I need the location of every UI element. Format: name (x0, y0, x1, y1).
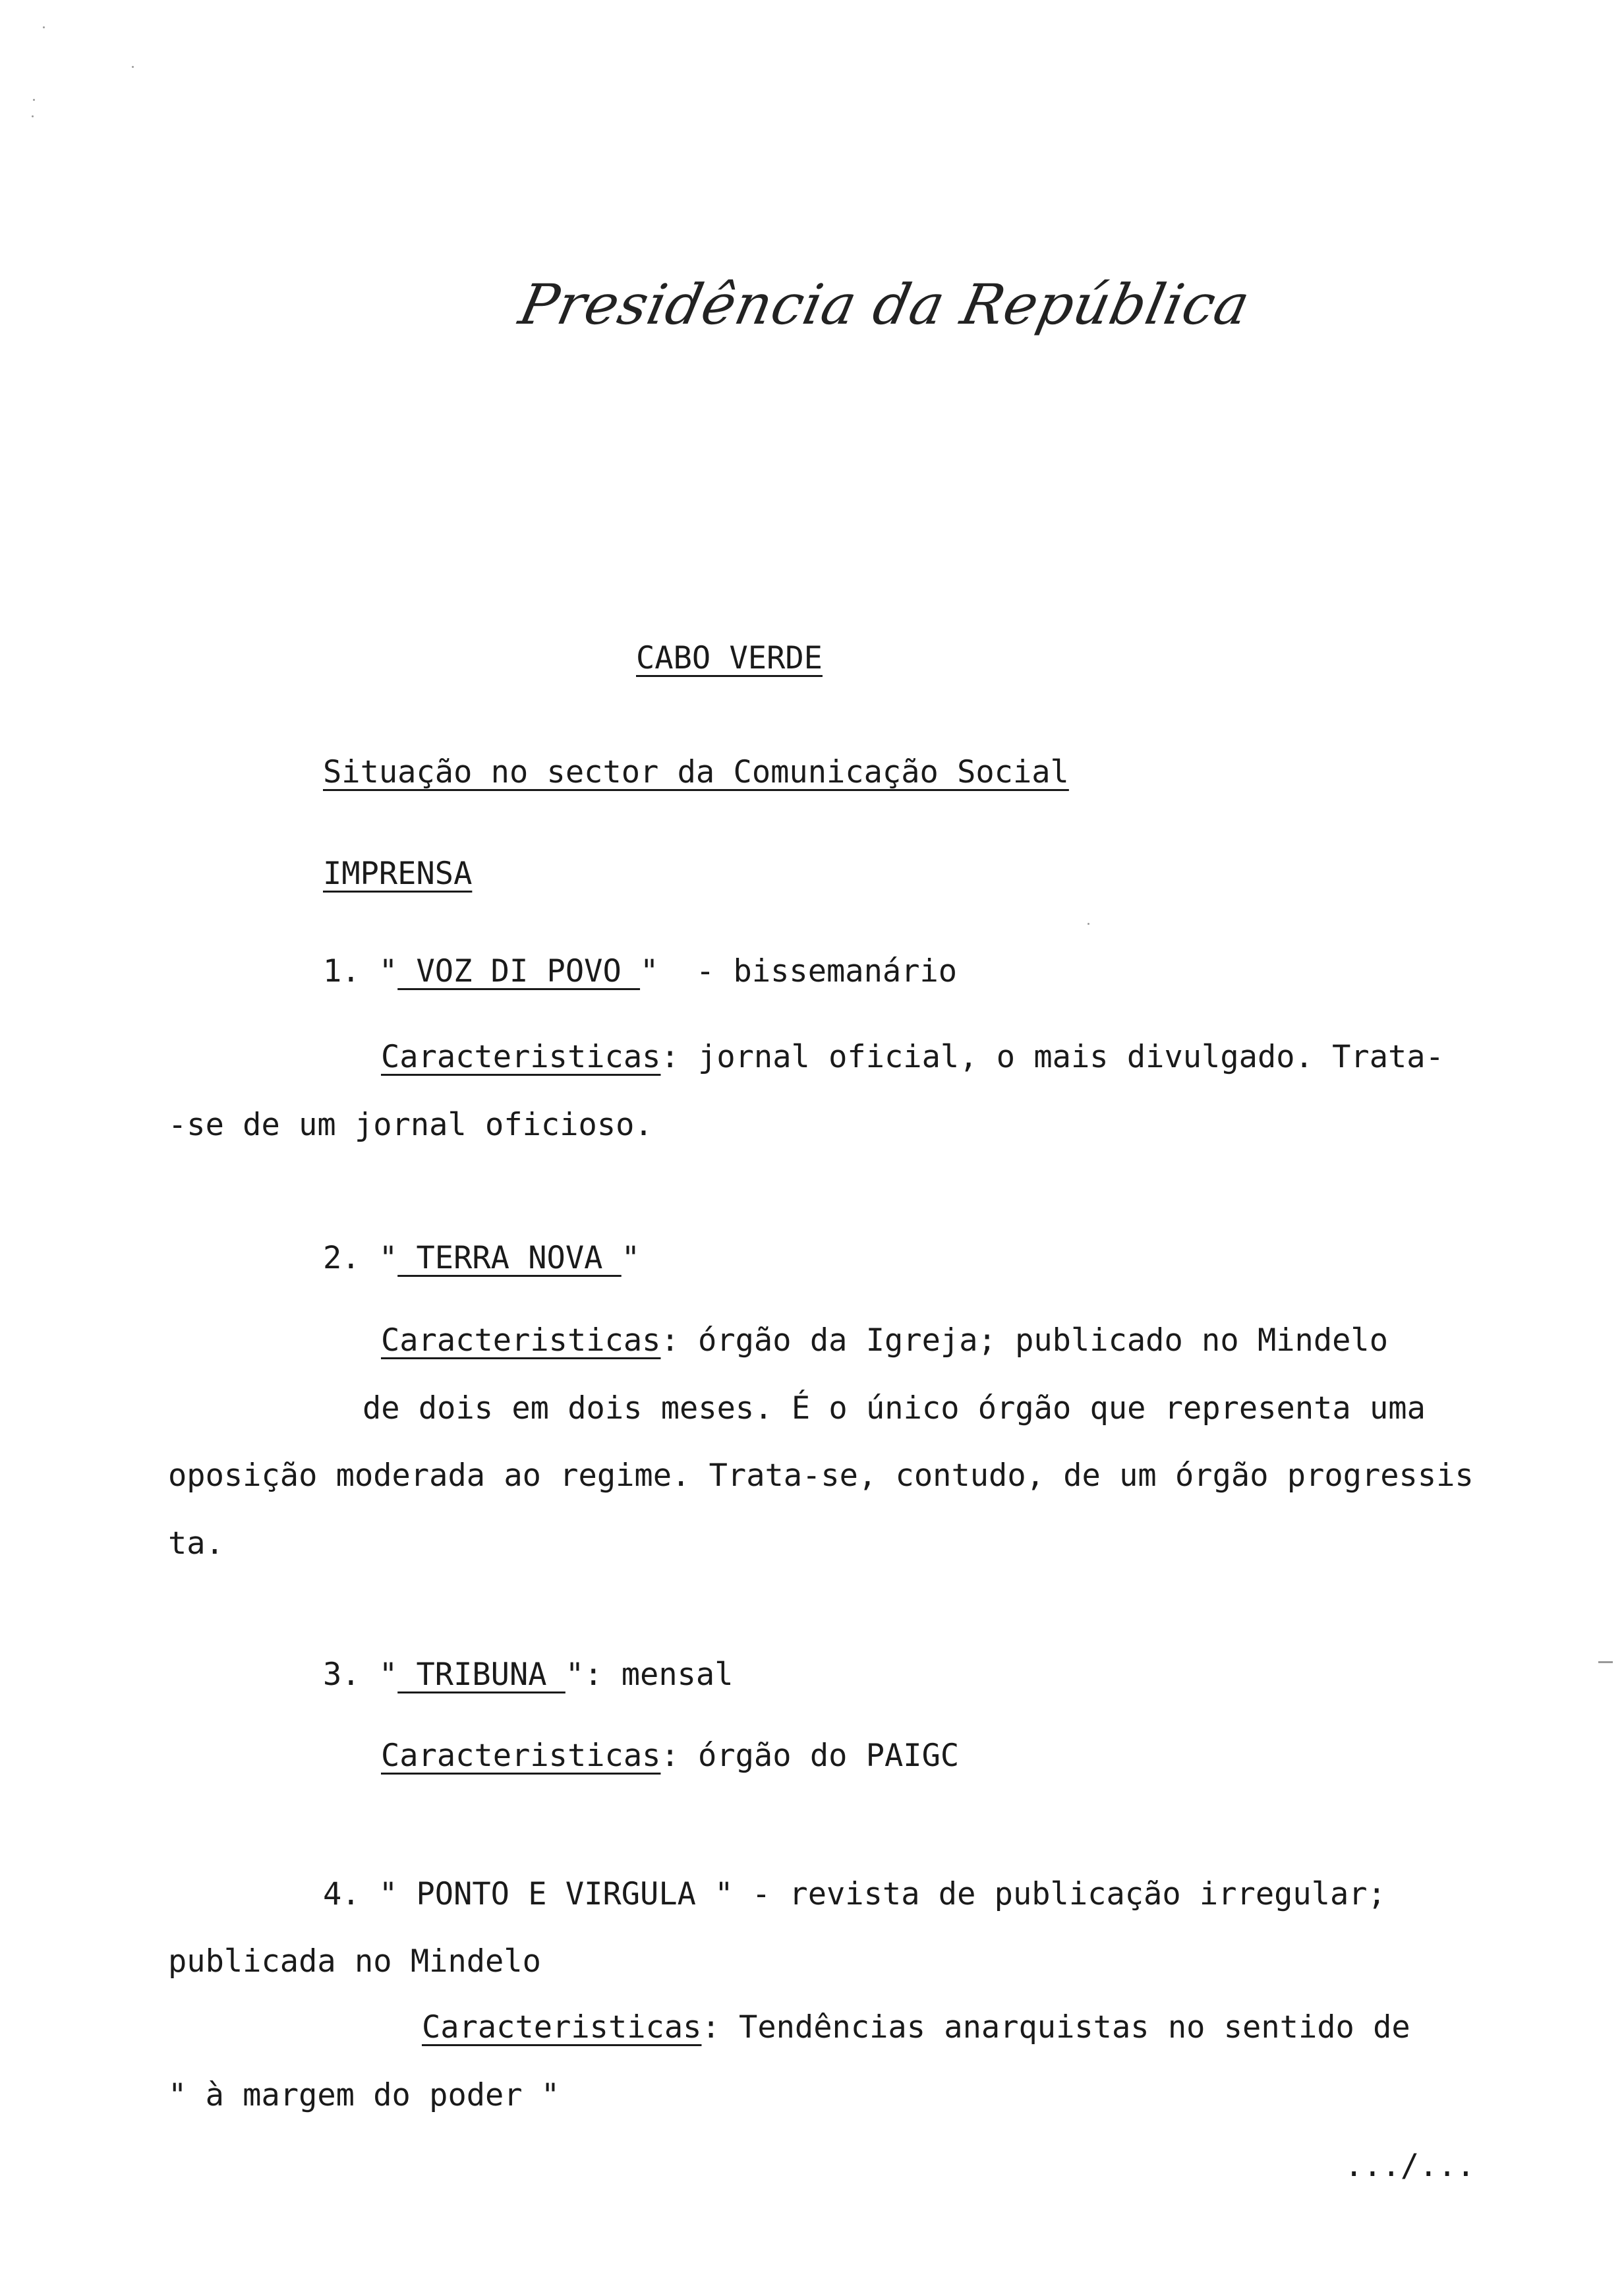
entry-1-close-quote: " (640, 953, 659, 989)
entry-2-characteristics (381, 1322, 1389, 1359)
entry-3-open-quote: " (378, 1657, 398, 1693)
entry-3-number: 3. (323, 1657, 361, 1693)
entry-2-name: TERRA NOVA (397, 1240, 622, 1276)
entry-1-suffix: - bissemanário (658, 953, 958, 989)
entry-1-label: Caracteristicas (381, 1039, 661, 1075)
entry-3-characteristics (381, 1738, 960, 1774)
entry-2-label: Caracteristicas (381, 1322, 661, 1359)
entry-1-number: 1. (323, 953, 361, 989)
letterhead-presidencia: Presidência da República (513, 272, 1256, 337)
entry-2-desc-line1: : órgão da Igreja; publicado no Mindelo (660, 1322, 1389, 1359)
scan-speck (32, 115, 34, 117)
entry-4-desc-line1: : Tendências anarquistas no sentido de (701, 2009, 1410, 2045)
entry-4-number: 4. (323, 1876, 361, 1912)
entry-1-name: VOZ DI POVO (397, 953, 641, 989)
entry-2-desc-line4: ta. (168, 1525, 224, 1562)
entry-3-heading (323, 1657, 734, 1693)
entry-2-close-quote: " (621, 1240, 641, 1276)
scan-speck (132, 66, 134, 68)
entry-1-heading (323, 953, 958, 989)
entry-4-heading-line1: " PONTO E VIRGULA " - revista de publicação irregular; (378, 1876, 1386, 1912)
document-title: CABO VERDE (636, 640, 823, 676)
entry-1-characteristics (381, 1039, 1444, 1075)
section-heading-imprensa: IMPRENSA (323, 856, 473, 892)
entry-2-desc-line3: oposição moderada ao regime. Trata-se, contudo, de um órgão progressis (168, 1457, 1474, 1494)
document-subtitle: Situação no sector da Comunicação Social (323, 754, 1069, 790)
entry-3-name: TRIBUNA (397, 1657, 566, 1693)
entry-1-desc-line2: -se de um jornal oficioso. (168, 1107, 653, 1143)
entry-4-characteristics (422, 2009, 1410, 2045)
scan-mark (1598, 1661, 1613, 1663)
scan-speck (33, 99, 35, 101)
entry-4-desc-line2: " à margem do poder " (168, 2077, 560, 2113)
entry-3-label: Caracteristicas (381, 1738, 661, 1774)
entry-1-desc-line1: : jornal oficial, o mais divulgado. Trata- (660, 1039, 1444, 1075)
scan-speck (43, 26, 45, 28)
entry-3-close-quote: " (565, 1657, 585, 1693)
entry-4-label: Caracteristicas (422, 2009, 702, 2045)
entry-3-desc-line1: : órgão do PAIGC (660, 1738, 960, 1774)
entry-2-desc-line2: de dois em dois meses. É o único órgão que representa uma (362, 1390, 1426, 1426)
entry-3-suffix: : mensal (584, 1657, 734, 1693)
scan-speck (1088, 923, 1089, 925)
entry-1-open-quote: " (378, 953, 398, 989)
entry-2-heading (323, 1240, 641, 1276)
entry-2-open-quote: " (378, 1240, 398, 1276)
entry-4-heading-line2: publicada no Mindelo (168, 1943, 541, 1980)
entry-2-number: 2. (323, 1240, 361, 1276)
entry-4-heading (323, 1876, 1386, 1912)
continuation-marker: .../... (1345, 2148, 1476, 2184)
